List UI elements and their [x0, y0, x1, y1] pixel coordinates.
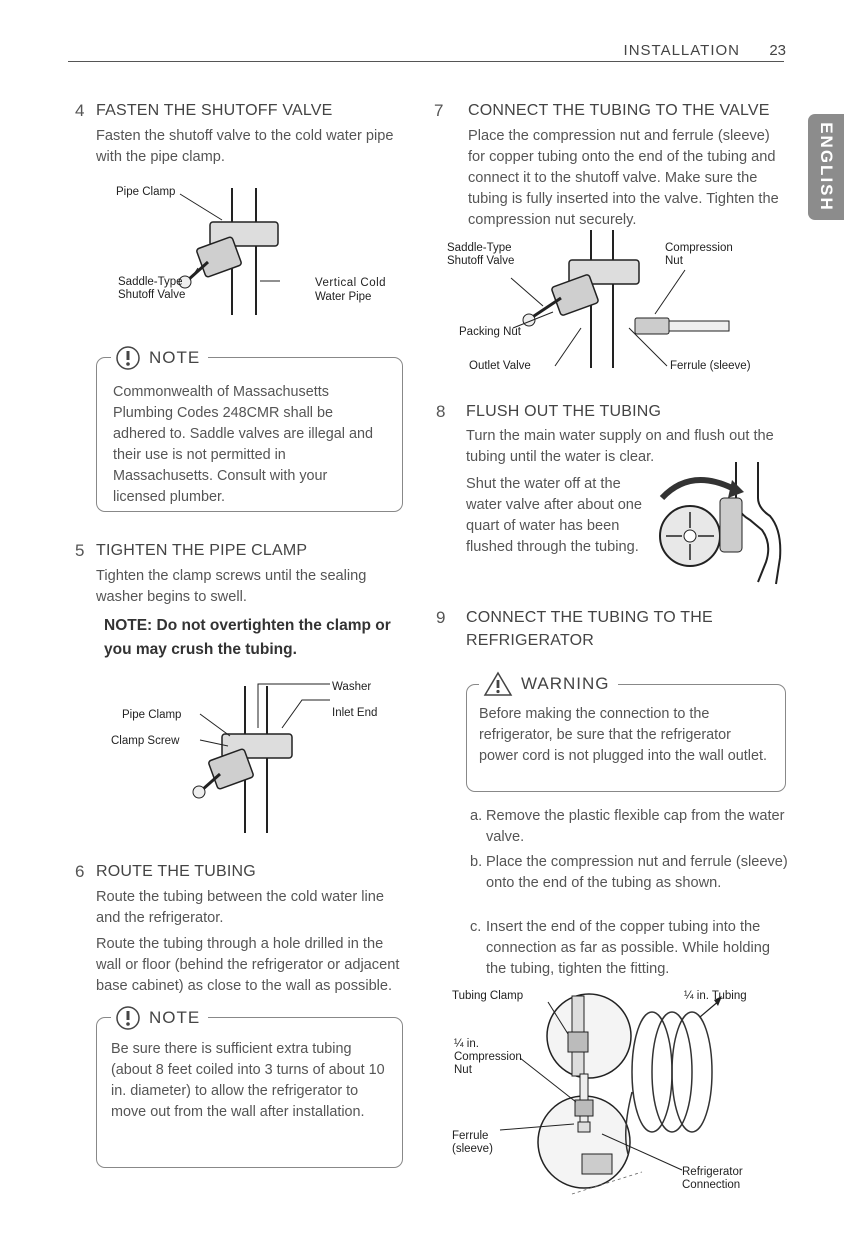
water-valve-illustration — [640, 458, 785, 588]
step-6-title: ROUTE THE TUBING — [96, 863, 256, 880]
step-8-body-1: Turn the main water supply on and flush out the tubing until the water is clear. — [466, 428, 774, 465]
step-7-body: Place the compression nut and ferrule (sleeve) for copper tubing onto the end of the tubing and connect it to the shutoff valve. Make sure the tubing is fully inserted into the valve. Tighten the compression nut securely. — [468, 128, 779, 228]
step-4-number: 4 — [75, 101, 85, 120]
step-8-figure — [640, 458, 785, 588]
substep-b-letter: b. — [470, 854, 483, 870]
substep-b-text: Place the compression nut and ferrule (sleeve) onto the end of the tubing as shown. — [486, 854, 788, 891]
note-title: NOTE — [149, 348, 201, 367]
step-7-title: CONNECT THE TUBING TO THE VALVE — [468, 102, 770, 119]
warning-title: WARNING — [521, 674, 610, 693]
substep-a — [470, 806, 790, 848]
note-body: Be sure there is sufficient extra tubing (about 8 feet coiled into 3 turns of about 10 in. diameter) to allow the refrigerator to move out from the wall after installation. — [111, 1041, 385, 1120]
label-outlet-valve: Outlet Valve — [469, 360, 531, 372]
substep-b — [470, 852, 790, 894]
step-7-figure — [445, 228, 785, 376]
note-title: NOTE — [149, 1008, 201, 1027]
step-8-number: 8 — [436, 402, 446, 421]
substep-a-text: Remove the plastic flexible cap from the water valve. — [486, 808, 785, 845]
step-4-title: FASTEN THE SHUTOFF VALVE — [96, 102, 333, 119]
step-9-title-line-1: CONNECT THE TUBING TO THE — [466, 609, 713, 626]
step-5-figure — [110, 678, 410, 838]
caution-icon — [115, 1005, 141, 1031]
warning-box — [466, 674, 786, 792]
label-refrigerator-connection: Refrigerator Connection — [682, 1166, 743, 1191]
label-tubing-clamp: Tubing Clamp — [452, 990, 524, 1002]
step-4-body: Fasten the shutoff valve to the cold water pipe with the pipe clamp. — [96, 128, 394, 165]
label-pipe-clamp: Pipe Clamp — [122, 709, 182, 721]
warning-triangle-icon — [483, 671, 513, 697]
label-quarter-inch-tubing: ¼ in. Tubing — [684, 990, 747, 1002]
substep-a-letter: a. — [470, 808, 483, 824]
page-number: 23 — [769, 42, 786, 59]
label-compression-nut: Compression Nut — [665, 242, 733, 267]
language-tab-label: ENGLISH — [817, 122, 836, 212]
label-compression-nut: ¼ in. Compression Nut — [454, 1038, 522, 1076]
language-tab — [808, 114, 844, 220]
step-8-title: FLUSH OUT THE TUBING — [466, 403, 662, 420]
label-clamp-screw: Clamp Screw — [111, 735, 180, 747]
step-5-number: 5 — [75, 541, 85, 560]
note-body: Commonwealth of Massachusetts Plumbing Codes 248CMR shall be adhered to. Saddle valves are illegal and their use is not permitted in Massachusetts. Consult with your licensed plumber. — [113, 384, 374, 505]
note-box-massachusetts — [96, 348, 403, 512]
step-6-number: 6 — [75, 862, 85, 881]
substep-c — [470, 917, 790, 980]
step-8-body-2: Shut the water off at the water valve after about one quart of water has been flushed through the tubing. — [466, 476, 643, 555]
step-9-title-line-2: REFRIGERATOR — [466, 632, 595, 649]
step-5-title: TIGHTEN THE PIPE CLAMP — [96, 542, 308, 559]
label-pipe-clamp: Pipe Clamp — [116, 186, 176, 198]
step-6-body-1: Route the tubing between the cold water line and the refrigerator. — [96, 889, 385, 926]
substep-c-text: Insert the end of the copper tubing into the connection as far as possible. While holding the tubing, tighten the fitting. — [486, 919, 770, 977]
label-inlet-end: Inlet End — [332, 707, 378, 719]
label-saddle-valve: Saddle-Type Shutoff Valve — [447, 242, 515, 267]
note-box-extra-tubing — [96, 1008, 403, 1168]
step-9-number: 9 — [436, 608, 446, 627]
caution-icon — [115, 345, 141, 371]
step-9-figure — [452, 982, 787, 1204]
label-vertical-pipe-2: Water Pipe — [315, 291, 372, 303]
substep-c-letter: c. — [470, 919, 482, 935]
step-7-number: 7 — [434, 101, 444, 120]
header-divider — [68, 61, 784, 62]
label-ferrule: Ferrule (sleeve) — [452, 1130, 493, 1155]
label-vertical-pipe-1: Vertical Cold — [315, 277, 387, 289]
step-5-body: Tighten the clamp screws until the sealing washer begins to swell. — [96, 568, 367, 605]
label-ferrule: Ferrule (sleeve) — [670, 360, 751, 372]
step-4-figure — [110, 180, 410, 320]
step-5-overtighten-note: NOTE: Do not overtighten the clamp or you may crush the tubing. — [104, 617, 391, 658]
label-packing-nut: Packing Nut — [459, 326, 522, 338]
label-saddle-valve: Saddle-Type Shutoff Valve — [118, 276, 186, 301]
label-washer: Washer — [332, 681, 372, 693]
pipe-clamp-illustration — [110, 678, 410, 838]
step-6-body-2: Route the tubing through a hole drilled in the wall or floor (behind the refrigerator or adjacent base cabinet) as close to the wall as possible. — [96, 936, 400, 994]
warning-body: Before making the connection to the refrigerator, be sure that the refrigerator power cord is not plugged into the wall outlet. — [479, 706, 767, 764]
section-title: INSTALLATION — [623, 42, 740, 59]
